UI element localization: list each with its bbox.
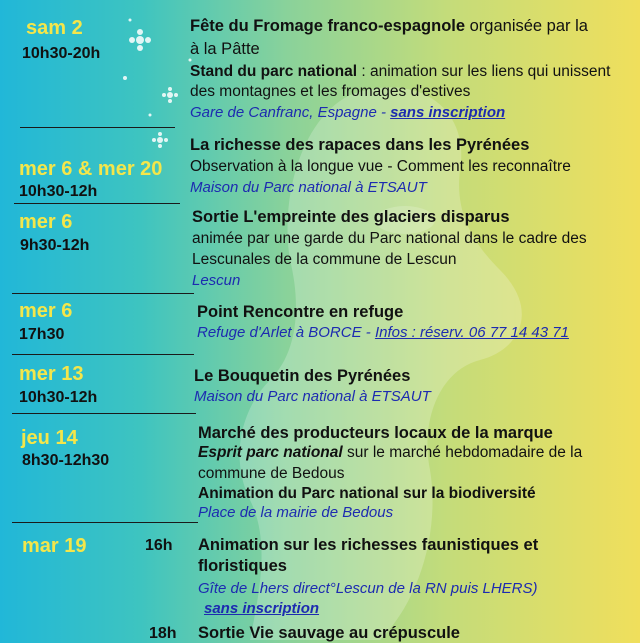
event-date: mar 19 (22, 535, 87, 557)
sans-inscription-link[interactable]: sans inscription (204, 600, 320, 617)
event-description: animée par une garde du Parc national dans le cadre des (192, 230, 587, 247)
event-place (190, 104, 505, 121)
event-time: 9h30-12h (20, 237, 90, 254)
event-stand-rest: : animation sur les liens qui unissent (357, 63, 611, 80)
event-stand-line2: des montagnes et les fromages d'estives (190, 83, 471, 100)
event-title: Sortie L'empreinte des glaciers disparus (192, 208, 510, 226)
divider (14, 203, 180, 204)
event-time: 18h (149, 625, 177, 642)
event-title-line2: floristiques (198, 557, 287, 575)
event-place: Gîte de Lhers direct°Lescun de la RN puis LHERS) (198, 580, 538, 597)
event-title: Marché des producteurs locaux de la marque (198, 424, 553, 442)
event-title-rest: organisée par la (465, 17, 588, 35)
reservation-info-link[interactable]: Infos : réserv. 06 77 14 43 71 (374, 324, 569, 341)
event-stand-bold: Stand du parc national (190, 63, 358, 80)
divider (12, 354, 194, 355)
event-title: Le Bouquetin des Pyrénées (194, 367, 411, 385)
event-title-bold: Fête du Fromage franco-espagnole (190, 17, 466, 35)
event-place (197, 324, 569, 341)
event-description: Lescunales de la commune de Lescun (192, 251, 457, 268)
event-place: Maison du Parc national à ETSAUT (194, 388, 431, 405)
event-date: mer 6 (19, 211, 73, 233)
event-brand-rest: sur le marché hebdomadaire de la (342, 444, 583, 461)
event-date: sam 2 (26, 17, 83, 39)
event-subtitle: Animation du Parc national sur la biodiversité (198, 485, 536, 502)
event-date: mer 13 (19, 363, 84, 385)
event-description: commune de Bedous (198, 465, 345, 482)
event-time: 10h30-20h (22, 45, 101, 62)
event-place: Lescun (192, 272, 241, 289)
esprit-parc-national-label: Esprit parc national (198, 444, 343, 461)
event-time: 8h30-12h30 (22, 452, 110, 469)
event-title: Sortie Vie sauvage au crépuscule (198, 624, 460, 642)
divider (12, 293, 194, 294)
event-date: mer 6 & mer 20 (19, 158, 163, 180)
event-description: Observation à la longue vue - Comment les reconnaître (190, 158, 571, 175)
divider (20, 127, 175, 128)
event-place-text: Gare de Canfranc, Espagne - (190, 104, 391, 121)
event-time: 17h30 (19, 326, 65, 343)
event-date: jeu 14 (21, 427, 78, 449)
divider (12, 522, 198, 523)
divider (12, 413, 196, 414)
event-title: La richesse des rapaces dans les Pyrénées (190, 136, 530, 154)
sans-inscription-link[interactable]: sans inscription (390, 104, 506, 121)
event-place-text: Refuge d'Arlet à BORCE - (197, 324, 375, 341)
event-time: 10h30-12h (19, 183, 98, 200)
event-stand (190, 63, 610, 81)
event-time: 16h (145, 537, 173, 554)
event-place: Place de la mairie de Bedous (198, 504, 394, 521)
event-title (190, 17, 588, 36)
event-title-line2: à la Pâtte (190, 40, 260, 58)
event-title: Point Rencontre en refuge (197, 303, 404, 321)
event-time: 10h30-12h (19, 389, 98, 406)
event-date: mer 6 (19, 300, 73, 322)
event-brand (198, 444, 582, 462)
event-title: Animation sur les richesses faunistiques et (198, 536, 539, 554)
event-place: Maison du Parc national à ETSAUT (190, 179, 427, 196)
